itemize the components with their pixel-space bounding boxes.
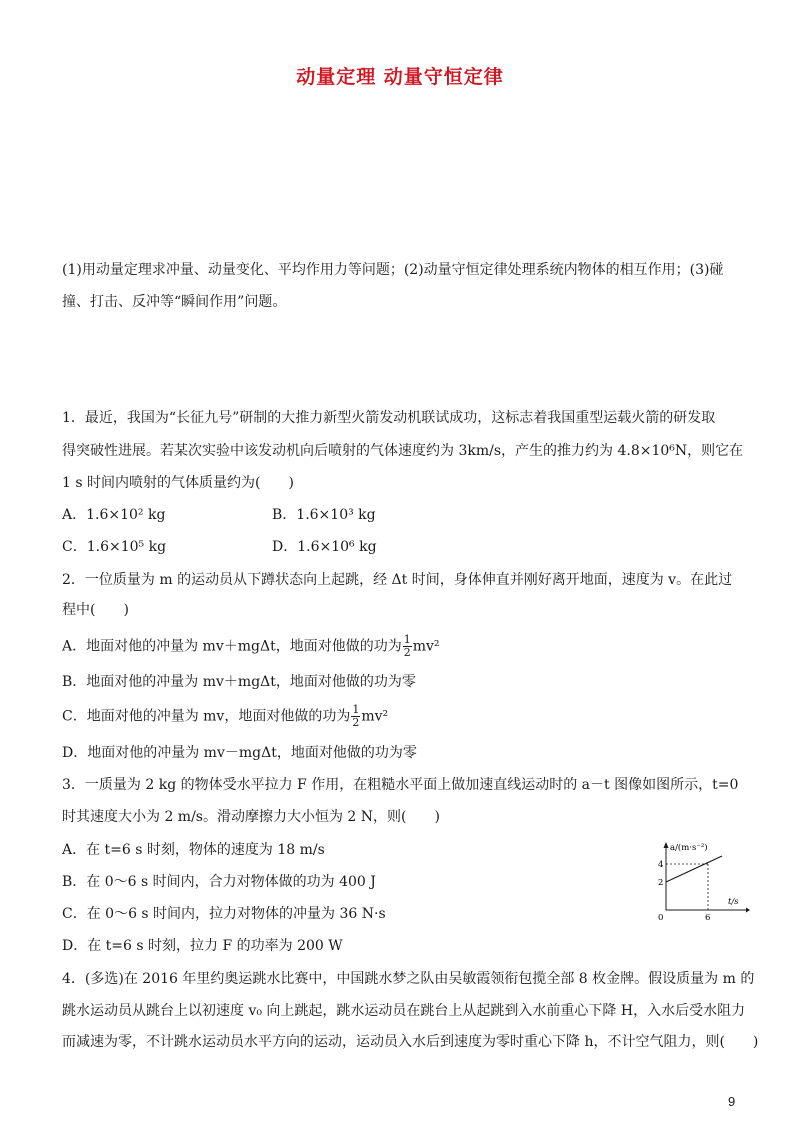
fraction-numerator: 1: [403, 633, 411, 646]
q2-option-a: [62, 634, 440, 659]
x-axis-arrow: [746, 908, 750, 913]
q2-option-c-tail: mv²: [361, 708, 389, 725]
q3-option-d: D．在 t=6 s 时刻，拉力 F 的功率为 200 W: [62, 938, 343, 954]
fraction-denominator: 2: [403, 646, 411, 659]
q4-stem-line-3: 而减速为零，不计跳水运动员水平方向的运动，运动员入水后到速度为零时重心下降 h，不计空气阻力，则( ): [62, 1034, 759, 1050]
y-axis-label: a/(m·s⁻²): [670, 843, 708, 853]
q1-option-b: B．1.6×10³ kg: [272, 507, 376, 523]
fraction-denominator: 2: [352, 716, 360, 729]
q1-stem-line-1: 1．最近，我国为“长征九号”研制的大推力新型火箭发动机联试成功，这标志着我国重型运载火箭的研发取: [62, 410, 716, 426]
x-tick-6: 6: [705, 913, 711, 923]
q2-option-a-text: A．地面对他的冲量为 mv＋mgΔt，地面对他做的功为: [62, 638, 402, 655]
q3-stem-line-2: 时其速度大小为 2 m/s。滑动摩擦力大小恒为 2 N，则( ): [62, 809, 440, 825]
q1-option-a: A．1.6×10² kg: [62, 507, 166, 523]
fraction-half: [351, 704, 360, 729]
q2-option-d: D．地面对他的冲量为 mv－mgΔt，地面对他做的功为零: [62, 745, 417, 761]
q2-option-c: [62, 704, 388, 729]
q2-option-c-text: C．地面对他的冲量为 mv，地面对他做的功为: [62, 708, 351, 725]
y-axis-arrow: [664, 842, 669, 848]
q2-stem-line-1: 2．一位质量为 m 的运动员从下蹲状态向上起跳，经 Δt 时间，身体伸直并刚好离开地面，速度为 v。在此过: [62, 572, 733, 588]
q1-option-d: D．1.6×10⁶ kg: [272, 539, 377, 555]
q3-option-c: C．在 0～6 s 时间内，拉力对物体的冲量为 36 N·s: [62, 906, 386, 922]
page-title: 动量定理 动量守恒定律: [296, 66, 504, 88]
y-tick-2: 2: [658, 878, 664, 888]
intro-line-1: (1)用动量定理求冲量、动量变化、平均作用力等问题；(2)动量守恒定律处理系统内物体的相互作用；(3)碰: [62, 262, 724, 278]
q1-stem-line-3: 1 s 时间内喷射的气体质量约为( ): [62, 475, 294, 491]
y-tick-4: 4: [658, 860, 664, 870]
origin-label: 0: [658, 913, 664, 923]
q4-stem-line-1: 4．(多选)在 2016 年里约奥运跳水比赛中，中国跳水梦之队由吴敏霞领衔包揽全部 8 枚金牌。假设质量为 m 的: [62, 971, 755, 987]
q1-stem-line-2: 得突破性进展。若某次实验中该发动机向后喷射的气体速度约为 3km/s，产生的推力约为 4.8×10⁶N，则它在: [62, 443, 744, 459]
q3-option-a: A．在 t=6 s 时刻，物体的速度为 18 m/s: [62, 842, 325, 858]
q2-option-b: B．地面对他的冲量为 mv＋mgΔt，地面对他做的功为零: [62, 674, 416, 690]
page-number: 9: [728, 1094, 736, 1109]
a-t-line: [666, 856, 722, 882]
fraction-half: [403, 634, 412, 659]
intro-line-2: 撞、打击、反冲等“瞬间作用”问题。: [62, 294, 287, 310]
q3-stem-line-1: 3．一质量为 2 kg 的物体受水平拉力 F 作用，在粗糙水平面上做加速直线运动时的 a－t 图像如图所示，t=0: [62, 777, 739, 793]
q2-stem-line-2: 程中( ): [62, 602, 129, 618]
a-t-graph: [650, 836, 750, 926]
x-axis-label: t/s: [728, 897, 739, 907]
q4-stem-line-2: 跳水运动员从跳台上以初速度 v₀ 向上跳起，跳水运动员在跳台上从起跳到入水前重心下降 H，入水后受水阻力: [62, 1003, 746, 1019]
fraction-numerator: 1: [352, 703, 360, 716]
q1-option-c: C．1.6×10⁵ kg: [62, 539, 167, 555]
q3-option-b: B．在 0～6 s 时间内，合力对物体做的功为 400 J: [62, 874, 376, 890]
q2-option-a-tail: mv²: [412, 638, 440, 655]
